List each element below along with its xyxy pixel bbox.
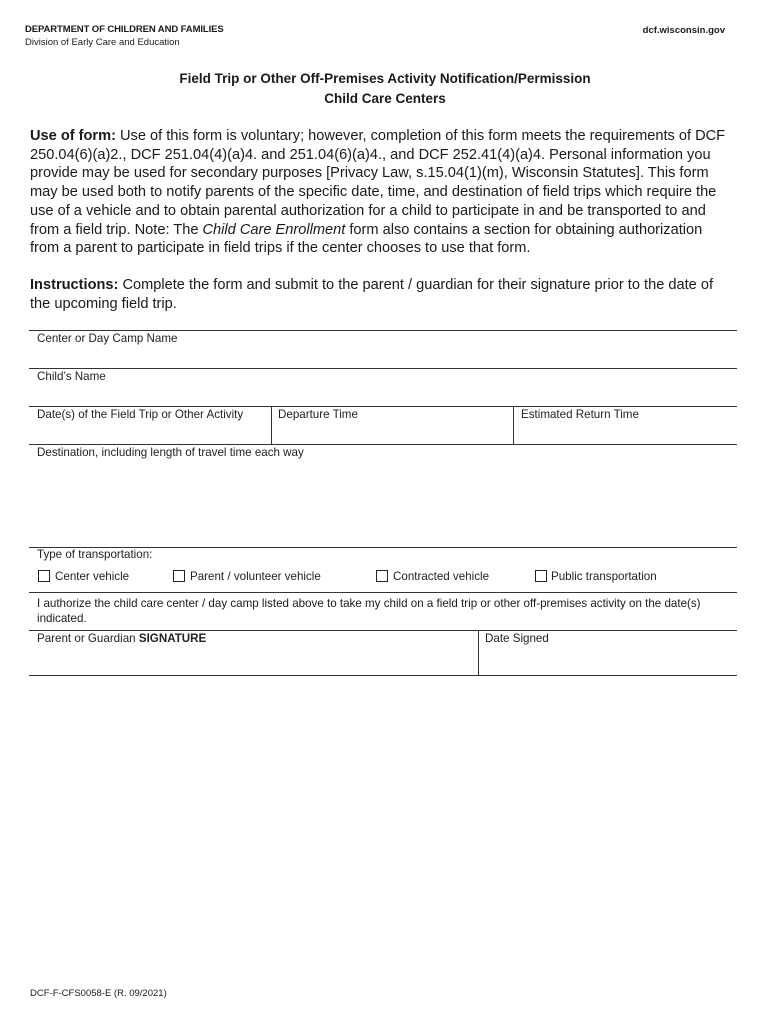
enrollment-form-title: Child Care Enrollment <box>202 221 346 238</box>
form-divider <box>29 630 737 631</box>
contracted-vehicle-checkbox[interactable] <box>376 570 388 582</box>
form-divider <box>29 330 737 331</box>
child-name-field[interactable]: Child’s Name <box>37 370 106 383</box>
parent-volunteer-vehicle-label: Parent / volunteer vehicle <box>190 570 321 583</box>
form-id: DCF-F-CFS0058-E (R. 09/2021) <box>30 988 167 999</box>
center-name-field[interactable]: Center or Day Camp Name <box>37 332 178 345</box>
public-transportation-label: Public transportation <box>551 570 657 583</box>
instructions-heading: Instructions: <box>30 277 119 293</box>
instructions-paragraph <box>30 276 730 313</box>
department-name: DEPARTMENT OF CHILDREN AND FAMILIES <box>25 24 224 35</box>
form-divider <box>29 368 737 369</box>
signature-label-bold: SIGNATURE <box>138 632 207 645</box>
website-link[interactable]: dcf.wisconsin.gov <box>642 25 725 36</box>
return-time-field[interactable]: Estimated Return Time <box>521 408 639 421</box>
column-divider <box>478 630 479 675</box>
contracted-vehicle-label: Contracted vehicle <box>393 570 490 583</box>
form-subtitle: Child Care Centers <box>324 91 446 106</box>
form-divider <box>29 675 737 676</box>
authorization-statement: I authorize the child care center / day camp listed above to take my child on a field trip or other off-premises activity on the date(s) indicated. <box>37 597 701 625</box>
signature-label: Parent or Guardian <box>37 632 136 645</box>
departure-time-field[interactable]: Departure Time <box>278 408 358 421</box>
form-divider <box>29 406 737 407</box>
use-of-form-text-end: form also contains a section for obtaining authorization from a parent to participate in field trips if the center chooses to use that form. <box>30 221 703 257</box>
division-name: Division of Early Care and Education <box>25 37 180 48</box>
use-of-form-heading: Use of form: <box>30 128 116 144</box>
destination-field[interactable]: Destination, including length of travel time each way <box>37 446 304 459</box>
column-divider <box>271 406 272 444</box>
transport-type-label: Type of transportation: <box>37 548 153 561</box>
use-of-form-text: Use of this form is voluntary; however, completion of this form meets the requirements of DCF 250.04(6)(a)2., DCF 251.04(4)(a)4. and 251.04(6)(a)4., and DCF 252.41(4)(a)4. Personal information you provide may be used for secondary purposes [Privacy Law, s.15.04(1)(m), Wisconsin Statutes]. This form may be used both to notify parents of the specific date, time, and destination of field trips which require the use of a vehicle and to obtain parental authorization for a child to participate in and be transported to and from a field trip. Note: The <box>30 128 726 238</box>
date-signed-field[interactable]: Date Signed <box>485 632 549 645</box>
trip-dates-field[interactable]: Date(s) of the Field Trip or Other Activity <box>37 408 244 421</box>
column-divider <box>513 406 514 444</box>
public-transportation-checkbox[interactable] <box>535 570 547 582</box>
form-title: Field Trip or Other Off-Premises Activity Notification/Permission <box>179 71 591 86</box>
form-divider <box>29 592 737 593</box>
center-vehicle-label: Center vehicle <box>55 570 130 583</box>
signature-field[interactable] <box>37 632 206 645</box>
instructions-text: Complete the form and submit to the parent / guardian for their signature prior to the date of the upcoming field trip. <box>30 277 714 312</box>
center-vehicle-checkbox[interactable] <box>38 570 50 582</box>
parent-volunteer-vehicle-checkbox[interactable] <box>173 570 185 582</box>
form-divider <box>29 444 737 445</box>
use-of-form-paragraph <box>30 127 730 258</box>
